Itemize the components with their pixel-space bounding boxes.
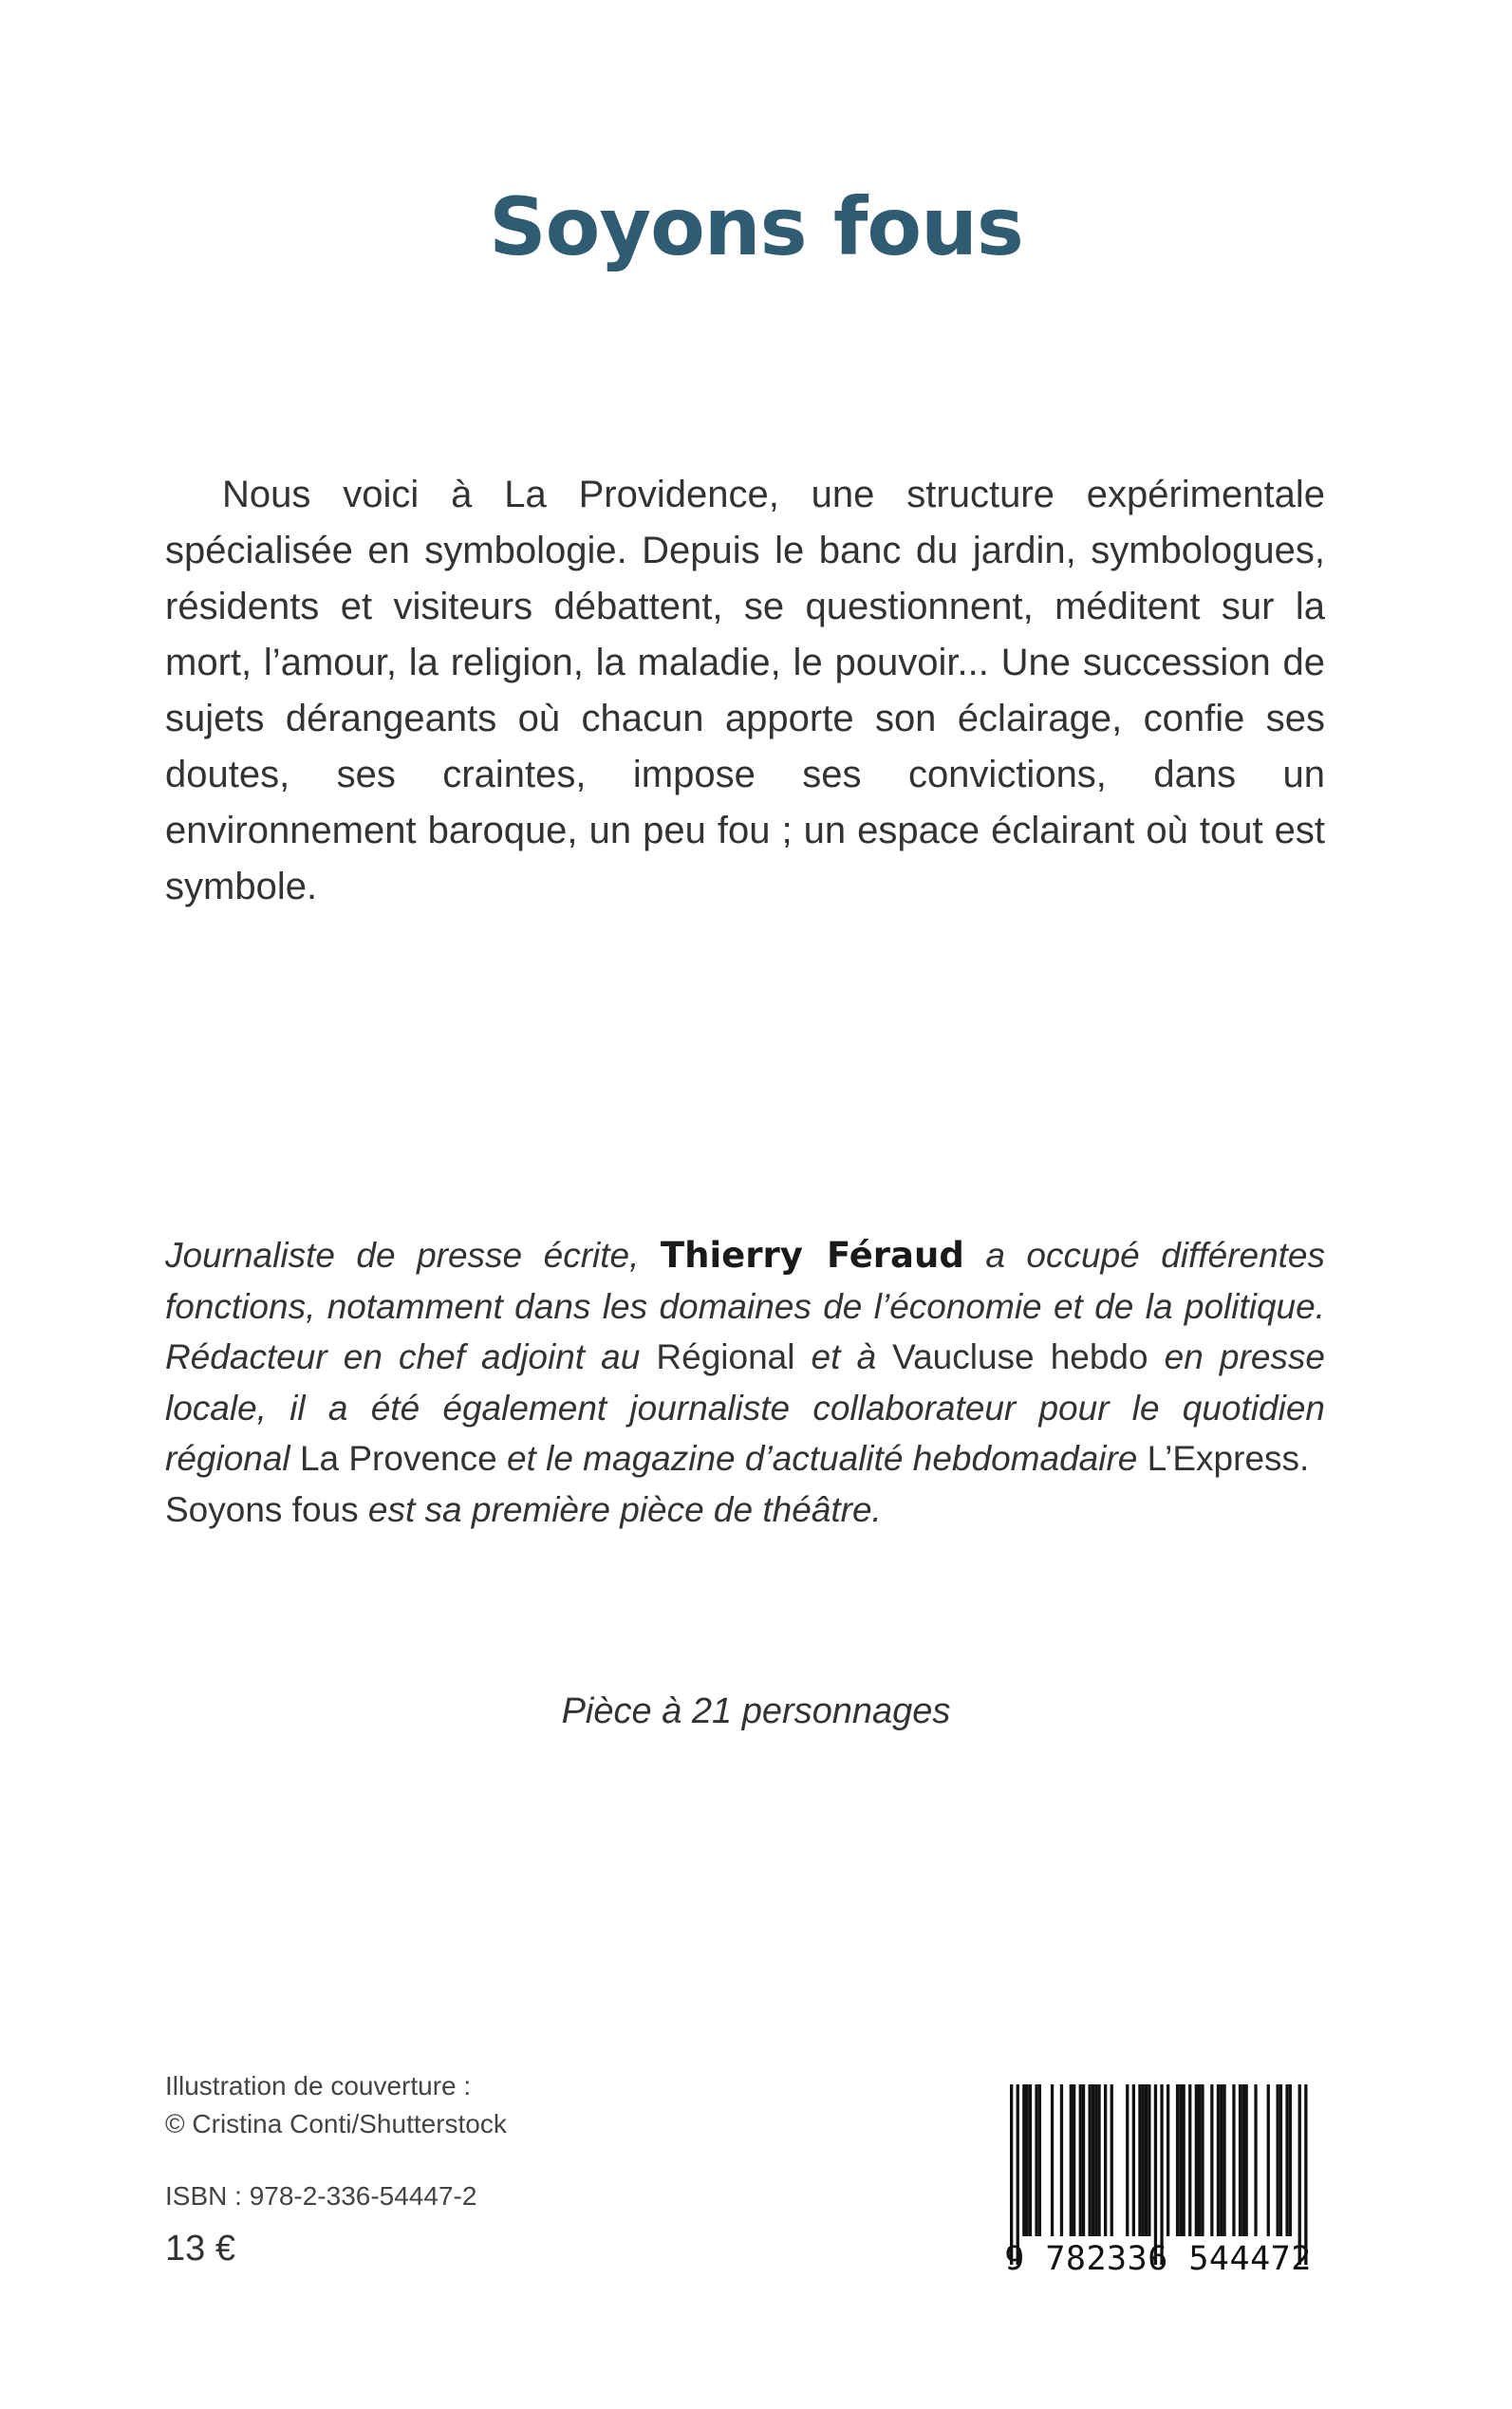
barcode-bar (1285, 2084, 1288, 2236)
barcode-bar (1097, 2084, 1100, 2236)
barcode-bar (1232, 2084, 1235, 2236)
illustration-credit (165, 2067, 507, 2143)
book-title-inline: Soyons fous (165, 1489, 359, 1529)
barcode-bar (1051, 2084, 1054, 2236)
barcode-bar (1167, 2084, 1169, 2236)
bio-text: est sa première pièce de théâtre. (358, 1489, 882, 1529)
isbn: ISBN : 978-2-336-54447-2 (165, 2181, 477, 2211)
barcode-bar (1267, 2084, 1270, 2236)
barcode-bar (1183, 2084, 1185, 2236)
barcode-bar (1035, 2084, 1037, 2236)
book-title: Soyons fous (489, 180, 1023, 273)
barcode-bar (1142, 2084, 1145, 2236)
barcode-bar (1022, 2084, 1025, 2236)
barcode-bar (1094, 2084, 1097, 2236)
barcode-bar (1073, 2084, 1075, 2236)
barcode-bar (1223, 2084, 1225, 2236)
barcode-bar (1026, 2084, 1029, 2236)
barcode-bar (1138, 2084, 1141, 2236)
barcode-bar (1079, 2084, 1082, 2236)
price: 13 € (165, 2229, 235, 2269)
barcode-bar (1279, 2084, 1282, 2236)
barcode-bar (1010, 2084, 1013, 2265)
credit-source: © Cristina Conti/Shutterstock (165, 2109, 507, 2138)
magazine-name: L’Express (1147, 1439, 1300, 1479)
newspaper-name: Régional (656, 1337, 795, 1377)
barcode-bar (1245, 2084, 1248, 2236)
credit-label: Illustration de couverture : (165, 2071, 472, 2101)
barcode-bar (1160, 2084, 1163, 2265)
cast-note: Pièce à 21 personnages (561, 1691, 951, 1731)
barcode-bar (1092, 2084, 1094, 2236)
barcode-bar (1082, 2084, 1085, 2236)
newspaper-name: Vaucluse hebdo (892, 1337, 1148, 1377)
barcode-bar (1154, 2084, 1157, 2265)
barcode-bar (1176, 2084, 1179, 2236)
barcode-bar (1277, 2084, 1279, 2236)
barcode-bar (1104, 2084, 1107, 2236)
barcode-bar (1179, 2084, 1182, 2236)
barcode-bar (1304, 2084, 1307, 2265)
barcode-bar (1017, 2084, 1019, 2265)
barcode-bar (1111, 2084, 1113, 2236)
barcode-bar (1210, 2084, 1213, 2236)
barcode-bar (1239, 2084, 1241, 2236)
barcode-bar (1029, 2084, 1032, 2236)
bio-text: . (1299, 1439, 1310, 1479)
barcode-bar (1060, 2084, 1063, 2236)
barcode-bar (1132, 2084, 1135, 2236)
barcode-bar (1198, 2084, 1201, 2236)
barcode-bar (1145, 2084, 1148, 2236)
barcode-bar (1070, 2084, 1073, 2236)
bio-text: en presse locale, il a été également journaliste collaborateur pour le quotidien régional (165, 1337, 1325, 1479)
barcode-bar (1217, 2084, 1220, 2236)
barcode-bar (1038, 2084, 1041, 2236)
bio-text: Journaliste de presse écrite, (165, 1236, 661, 1275)
barcode-bar (1201, 2084, 1204, 2236)
back-cover-blurb: Nous voici à La Providence, une structure expérimentale spécialisée en symbologie. Depuis le banc du jardin, symbologues, résidents et visiteurs débattent, se questionnent, méditent sur la mort, l’amour, la religion, la maladie, le pouvoir... Une succession de sujets dérangeants où chacun apporte son éclairage, confie ses doutes, ses craintes, impose ses convictions, dans un environnement baroque, un peu fou ; un espace éclairant où tout est symbole. (165, 474, 1325, 907)
barcode-digits: 9 782336 544472 (1004, 2240, 1312, 2278)
author-bio (165, 1230, 1325, 1536)
author-name: Thierry Féraud (660, 1235, 964, 1276)
barcode-bar (1126, 2084, 1129, 2236)
barcode-bar (1089, 2084, 1092, 2236)
bio-text: et à (794, 1337, 893, 1377)
barcode-bar (1148, 2084, 1150, 2236)
barcode-bar (1298, 2084, 1301, 2265)
barcode-bar (1195, 2084, 1198, 2236)
bio-text: et le magazine d’actualité hebdomadaire (496, 1439, 1148, 1479)
barcode-bar (1289, 2084, 1292, 2236)
barcode-bar (1241, 2084, 1244, 2236)
barcode-bar (1188, 2084, 1191, 2236)
bio-text: a occupé différentes fonctions, notamment dans les domaines de l’économie et de la politique. Rédacteur en chef adjoint au (165, 1236, 1326, 1377)
barcode-bar (1254, 2084, 1257, 2236)
newspaper-name: La Provence (299, 1439, 497, 1479)
barcode-bar (1220, 2084, 1223, 2236)
